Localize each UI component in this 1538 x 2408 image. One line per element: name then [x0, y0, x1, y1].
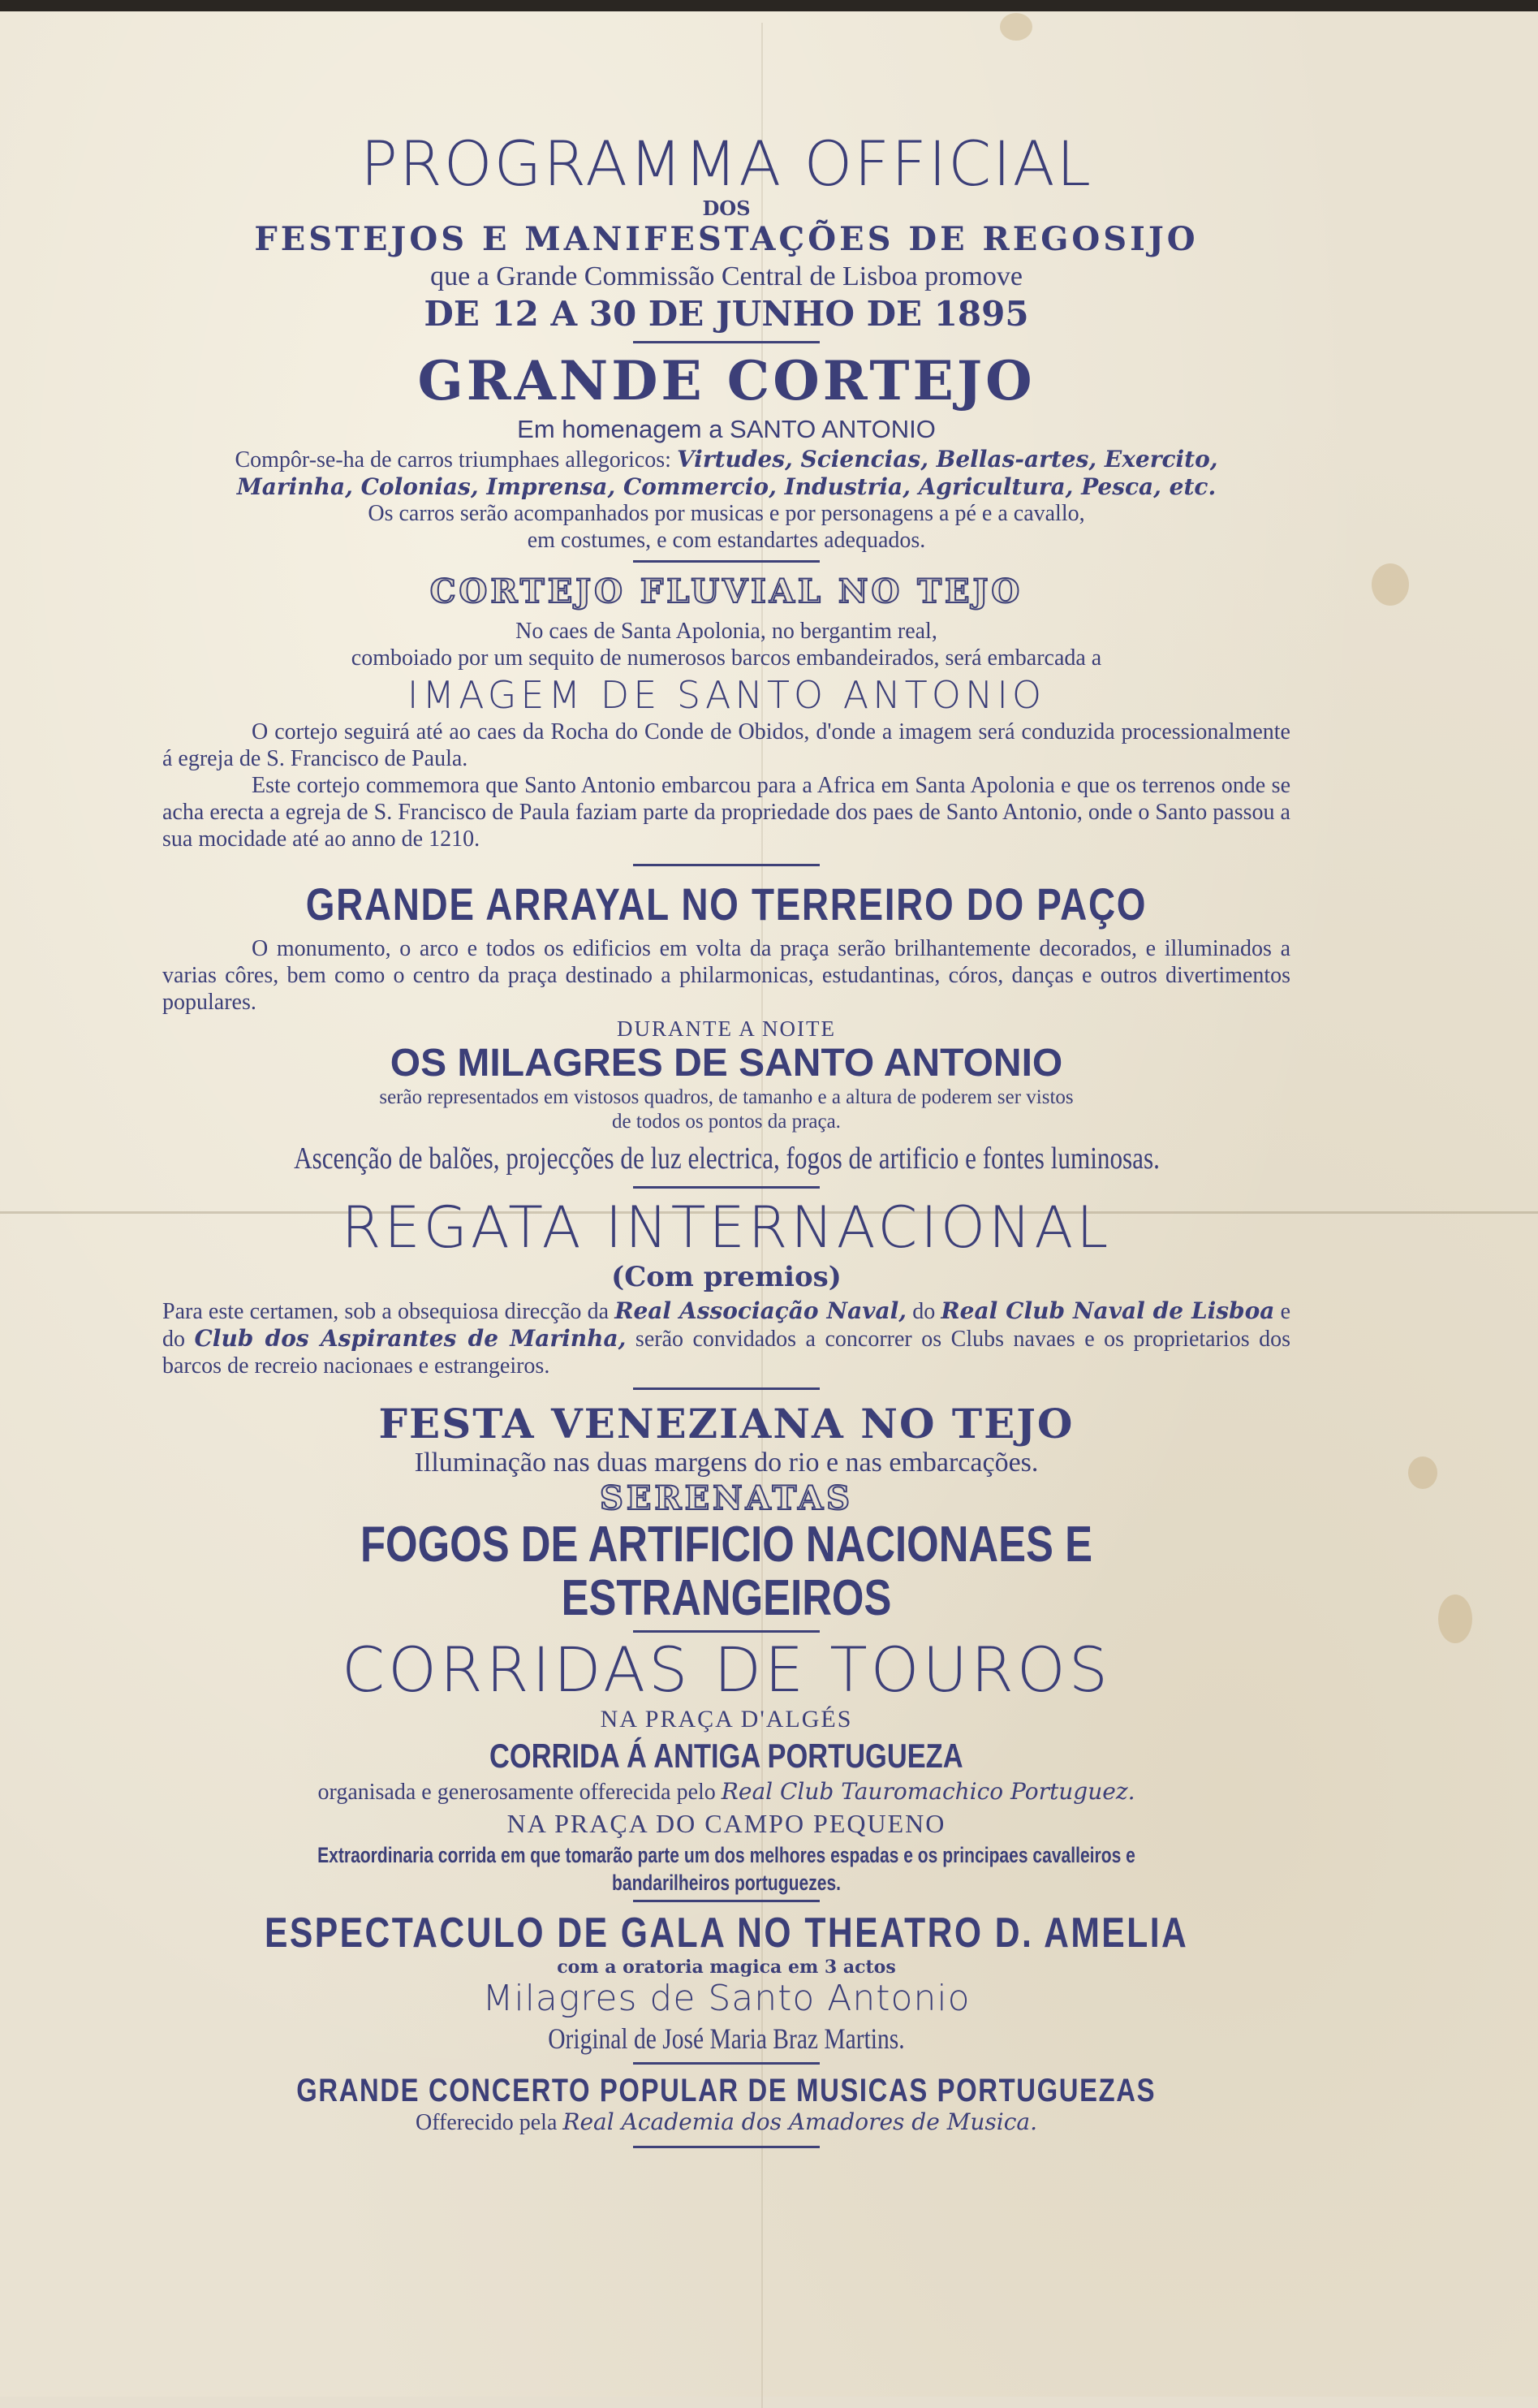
heading-concerto-wrap: [162, 2073, 1290, 2108]
cortejo-line3: Os carros serão acompanhados por musicas e por personagens a pé e a cavallo,: [368, 501, 1085, 526]
regata-para: [162, 1297, 1290, 1379]
heading-serenatas: SERENATAS: [599, 1479, 853, 1517]
heading-arrayal: GRANDE ARRAYAL NO TERREIRO DO PAÇO: [305, 878, 1148, 930]
divider: [633, 341, 820, 343]
heading-milagres: OS MILAGRES DE SANTO ANTONIO: [390, 1042, 1063, 1085]
regata-text: e do: [162, 1299, 1291, 1352]
divider: [633, 1387, 820, 1390]
stain: [1372, 563, 1409, 606]
stain: [1000, 13, 1032, 41]
touros-antiga-wrap: [162, 1735, 1290, 1778]
cortejo-line1-italic: Virtudes, Sciencias, Bellas-artes, Exercito,: [676, 446, 1218, 473]
milagres-line1: serão representados em vistosos quadros, de tamanho e a altura de poderem ser vistos: [379, 1086, 1074, 1108]
poster-content: [162, 127, 1291, 2148]
regata-text: serão convidados a concorrer os Clubs navaes e os proprietarios dos barcos de recreio nacionaes e estrangeiros.: [162, 1327, 1291, 1379]
concerto-line: [162, 2108, 1290, 2136]
fluvial-para1: O cortejo seguirá até ao caes da Rocha do Conde de Obidos, d'onde a imagem será conduzida processionalmente á egreja de S. Francisco de Paula.: [162, 719, 1290, 771]
divider: [633, 2146, 820, 2148]
arrayal-para: O monumento, o arco e todos os edificios em volta da praça serão brilhantemente decorados, e illuminados a varias côres, bem como o centro da praça destinado a philarmonicas, estudantinas, córos, danças e outros divertimentos populares.: [162, 936, 1290, 1015]
touros-org-text: organisada e generosamente offerecida pelo: [317, 1780, 716, 1805]
touros-org: [162, 1778, 1290, 1806]
heading-touros: CORRIDAS DE TOUROS: [342, 1633, 1111, 1706]
regata-text: Para este certamen, sob a obsequiosa direcção da: [162, 1299, 610, 1324]
cortejo-line2: Marinha, Colonias, Imprensa, Commercio, Industria, Agricultura, Pesca, etc.: [236, 473, 1217, 500]
title-dates: DE 12 A 30 DE JUNHO DE 1895: [424, 294, 1029, 334]
concerto-italic: Real Academia dos Amadores de Musica.: [562, 2108, 1037, 2135]
divider: [633, 2062, 820, 2065]
touros-org-italic: Real Club Tauromachico Portuguez.: [721, 1778, 1135, 1805]
heading-theatro-wrap: [162, 1910, 1290, 1957]
divider: [633, 1186, 820, 1189]
heading-concerto: GRANDE CONCERTO POPULAR DE MUSICAS PORTUGUEZAS: [296, 2073, 1157, 2108]
ascencao-wrap: [162, 1134, 1290, 1183]
title-dos: DOS: [702, 196, 751, 220]
divider: [633, 864, 820, 866]
heading-regata: REGATA INTERNACIONAL: [341, 1194, 1112, 1261]
heading-fogos: FOGOS DE ARTIFICIO NACIONAES E ESTRANGEIROS: [360, 1517, 1092, 1626]
regata-italic: Club dos Aspirantes de Marinha,: [194, 1325, 627, 1352]
concerto-text: Offerecido pela: [416, 2110, 558, 2135]
regata-italic: Real Associação Naval,: [614, 1297, 907, 1324]
divider: [633, 1900, 820, 1902]
touros-extra-wrap: [162, 1841, 1290, 1897]
cortejo-line1-plain: Compôr-se-ha de carros triumphaes allegoricos:: [235, 447, 671, 473]
title-festejos: FESTEJOS E MANIFESTAÇÕES DE REGOSIJO: [254, 220, 1199, 258]
touros-praca2: NA PRAÇA DO CAMPO PEQUENO: [506, 1809, 946, 1838]
heading-cortejo-fluvial: CORTEJO FLUVIAL NO TEJO: [429, 572, 1023, 611]
top-edge: [0, 0, 1538, 11]
stain: [1438, 1595, 1472, 1643]
fluvial-line1: No caes de Santa Apolonia, no bergantim real,: [515, 619, 937, 644]
touros-antiga: CORRIDA Á ANTIGA PORTUGUEZA: [489, 1737, 963, 1775]
veneziana-line: Illuminação nas duas margens do rio e nas embarcações.: [414, 1448, 1039, 1478]
fluvial-line2: comboiado por um sequito de numerosos barcos embandeirados, será embarcada a: [351, 645, 1102, 671]
title-main: PROGRAMMA OFFICIAL: [360, 127, 1092, 200]
cortejo-subheading: Em homenagem a SANTO ANTONIO: [517, 415, 936, 443]
heading-arrayal-wrap: [162, 879, 1290, 930]
cortejo-line4: em costumes, e com estandartes adequados.: [527, 528, 926, 553]
theatro-title: Milagres de Santo Antonio: [482, 1978, 971, 2019]
heading-fogos-wrap: [162, 1518, 1290, 1625]
fluvial-para2: Este cortejo commemora que Santo Antonio embarcou para a Africa em Santa Apolonia e que os terrenos onde se acha erecta a egreja de S. Francisco de Paula faziam parte da propriedade dos paes de Santo Antonio, onde o Santo passou a sua mocidade até ao anno de 1210.: [162, 773, 1290, 852]
regata-italic: Real Club Naval de Lisboa: [941, 1297, 1275, 1324]
regata-sub: (Com premios): [611, 1261, 842, 1293]
heading-veneziana: FESTA VENEZIANA NO TEJO: [378, 1400, 1075, 1448]
cortejo-line1: [162, 446, 1290, 473]
touros-extra: Extraordinaria corrida em que tomarão parte um dos melhores espadas e os principaes cavalleiros e bandarilheiros portuguezes.: [317, 1843, 1135, 1895]
heading-grande-cortejo: GRANDE CORTEJO: [417, 349, 1036, 412]
title-commissao: que a Grande Commissão Central de Lisboa promove: [430, 261, 1023, 291]
regata-text: do: [912, 1299, 936, 1324]
theatro-author-wrap: [162, 2020, 1290, 2057]
heading-theatro: ESPECTACULO DE GALA NO THEATRO D. AMELIA: [264, 1910, 1189, 1957]
ascencao-line: Ascenção de balões, projecções de luz electrica, fogos de artificio e fontes luminosas.: [293, 1141, 1160, 1176]
divider: [633, 560, 820, 563]
divider: [633, 1630, 820, 1633]
touros-praca1: NA PRAÇA D'ALGÉS: [600, 1706, 853, 1733]
arrayal-night: DURANTE A NOITE: [617, 1016, 836, 1041]
imagem-title: IMAGEM DE SANTO ANTONIO: [407, 673, 1046, 717]
stain: [1408, 1456, 1437, 1489]
theatro-author: Original de José Maria Braz Martins.: [548, 2022, 905, 2055]
milagres-line2: de todos os pontos da praça.: [612, 1111, 841, 1133]
theatro-sub: com a oratoria magica em 3 actos: [557, 1957, 896, 1978]
